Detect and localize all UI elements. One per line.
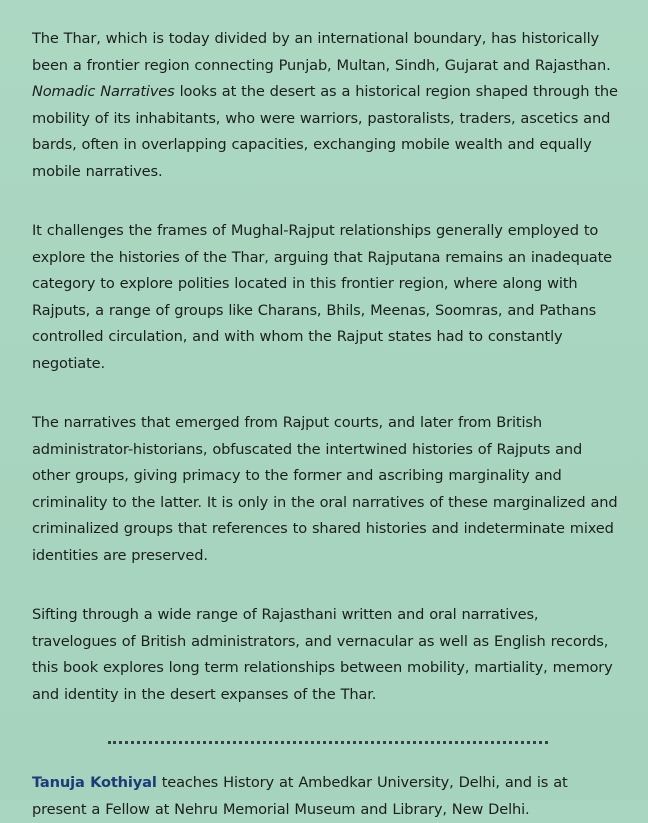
blurb-paragraph-3: The narratives that emerged from Rajput courts, and later from British administrator-historians, obfuscated the intertwined histories of Rajputs and other groups, giving primacy to the former and ascribing marginality and criminality to the latter. It is only in the oral narratives of these marginalized and criminalized groups that references to shared histories and indeterminate mixed identities are preserved. <box>32 414 618 564</box>
blurb-paragraph-1-text-start: The Thar, which is today divided by an international boundary, has historically been a frontier region connecting Punjab, Multan, Sindh, Gujarat and Rajasthan. <box>32 30 611 74</box>
author-bio <box>32 770 624 823</box>
blurb-paragraph-2: It challenges the frames of Mughal-Rajput relationships generally employed to explore the histories of the Thar, arguing that Rajputana remains an inadequate category to explore polities located in this frontier region, where along with Rajputs, a range of groups like Charans, Bhils, Meenas, Soomras, and Pathans controlled circulation, and with whom the Rajput states had to constantly negotiate. <box>32 222 613 372</box>
author-bio-text: teaches History at Ambedkar University, Delhi, and is at present a Fellow at Nehru Memorial Museum and Library, New Delhi. <box>32 774 568 818</box>
dotted-divider <box>108 741 548 744</box>
blurb-paragraph-4: Sifting through a wide range of Rajasthani written and oral narratives, travelogues of British administrators, and vernacular as well as English records, this book explores long term relationships between mobility, martiality, memory and identity in the desert expanses of the Thar. <box>32 606 613 703</box>
blurb-paragraph-1-text-end: looks at the desert as a historical region shaped through the mobility of its inhabitants, who were warriors, pastoralists, traders, ascetics and bards, often in overlapping capacities, exchanging mobile wealth and equally mobile narratives. <box>32 83 618 180</box>
author-name: Tanuja Kothiyal <box>32 774 157 791</box>
book-title-italic: Nomadic Narratives <box>32 83 175 100</box>
blurb-paragraph-1 <box>32 26 624 185</box>
